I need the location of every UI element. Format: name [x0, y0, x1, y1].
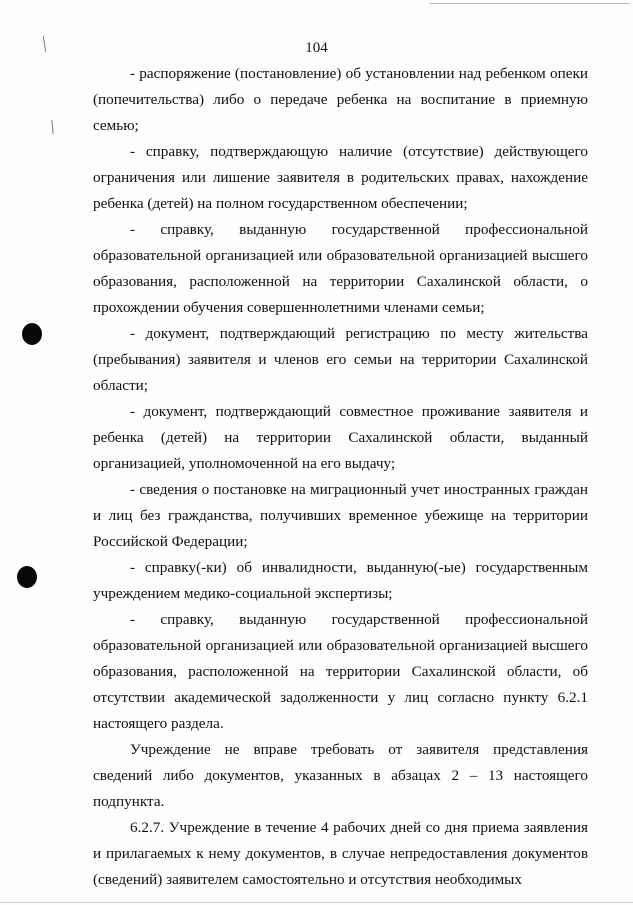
document-body — [93, 61, 588, 893]
scan-mark-left-mid — [51, 120, 53, 134]
paragraph-order-custody: - распоряжение (постановление) об установлении над ребенком опеки (попечительства) либо о передаче ребенка на воспитание в приемную семью; — [93, 65, 588, 134]
bottom-edge-line — [0, 902, 633, 903]
paragraph-disability-certificate: - справку(-ки) об инвалидности, выданную(-ые) государственным учреждением медико-социальной экспертизы; — [93, 559, 588, 602]
paragraph-cohabitation-document: - документ, подтверждающий совместное проживание заявителя и ребенка (детей) на территории Сахалинской области, выданный организацией, уполномоченной на его выдачу; — [93, 403, 588, 472]
paragraph-registration-document: - документ, подтверждающий регистрацию по месту жительства (пребывания) заявителя и членов его семьи на территории Сахалинской области; — [93, 325, 588, 394]
paragraph-certificate-education: - справку, выданную государственной профессиональной образовательной организацией или образовательной организацией высшего образования, расположенной на территории Сахалинской области, о прохождении обучения совершеннолетними членами семьи; — [93, 221, 588, 316]
punch-hole-lower — [17, 566, 37, 588]
punch-hole-upper — [22, 323, 42, 345]
paragraph-institution-restriction: Учреждение не вправе требовать от заявителя представления сведений либо документов, указанных в абзацах 2 – 13 настоящего подпункта. — [93, 741, 588, 810]
top-edge-line — [430, 3, 630, 4]
paragraph-migration-registration: - сведения о постановке на миграционный учет иностранных граждан и лиц без гражданства, получивших временное убежище на территории Российской Федерации; — [93, 481, 588, 550]
paragraph-academic-debt-certificate: - справку, выданную государственной профессиональной образовательной организацией или образовательной организацией высшего образования, расположенной на территории Сахалинской области, об отсутствии академической задолженности у лиц согласно пункту 6.2.1 настоящего раздела. — [93, 611, 588, 732]
paragraph-section-6-2-7: 6.2.7. Учреждение в течение 4 рабочих дней со дня приема заявления и прилагаемых к нему документов, в случае непредоставления документов (сведений) заявителем самостоятельно и отсутствия необходимых — [93, 819, 588, 888]
paragraph-certificate-parental-rights: - справку, подтверждающую наличие (отсутствие) действующего ограничения или лишение заявителя в родительских правах, нахождение ребенка (детей) на полном государственном обеспечении; — [93, 143, 588, 212]
page-number: 104 — [305, 40, 328, 56]
